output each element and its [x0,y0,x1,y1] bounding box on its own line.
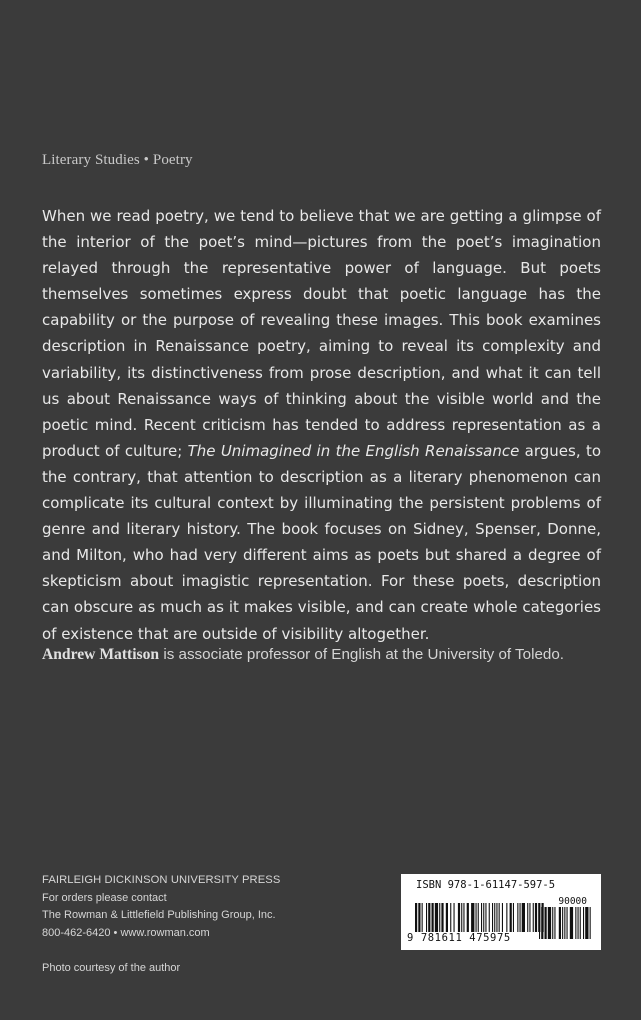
author-bio-text: is associate professor of English at the University of Toledo. [159,646,565,663]
barcode-bar [575,907,576,939]
barcode-bar [564,907,565,939]
barcode-bar [517,903,518,932]
barcode-bar [435,903,438,932]
barcode-bar [554,907,555,939]
barcode-bar [485,903,486,932]
barcode-bar [458,903,460,932]
barcode-bar [478,903,479,932]
barcode-bar [559,907,561,939]
barcode-bar [446,903,448,932]
barcode-bar [539,907,540,939]
barcode-bar [481,903,482,932]
barcode-bar [496,903,497,932]
barcode-bar [450,903,451,932]
barcode-bar [463,903,464,932]
publisher-name: FAIRLEIGH DICKINSON UNIVERSITY PRESS [42,874,281,886]
barcode-bar [467,903,469,932]
barcode-bar [439,903,440,932]
barcode-bar [513,903,514,932]
photo-credit: Photo courtesy of the author [42,962,181,974]
barcode-bar [562,907,563,939]
barcode-bar [535,903,537,932]
book-description [42,203,601,647]
barcode-bar [520,903,521,932]
barcode-bar [489,903,490,932]
barcode-bar [541,907,543,939]
barcode-bar [422,903,423,932]
barcode-bar [471,903,474,932]
barcode-bar [492,903,493,932]
description-part-1: When we read poetry, we tend to believe that we are getting a glimpse of the interior of the poet’s mind—pictures from the poet’s imagination relayed through the representative power of language. But poets themselves sometimes express doubt that poetic language has the capability or the purpose of revealing these images. This book examines description in Renaissance poetry, aiming to reveal its complexity and variability, its distinctiveness from prose description, and what it can tell us about Renaissance ways of thinking about the visible world and the poetic mind. Recent criticism has tended to address representation as a product of culture; [42,207,601,460]
description-part-2: argues, to the contrary, that attention to description as a literary phenomenon can complicate its cultural context by illuminating the persistent problems of genre and literary history. The book focuses on Sidney, Spenser, Donne, and Milton, who had very different aims as poets but shared a degree of skepticism about imagistic representation. For these poets, description can obscure as much as it makes visible, and can create whole categories of existence that are outside of visibility altogether. [42,441,602,643]
barcode-bar [483,903,484,932]
barcode-bar [428,903,430,932]
barcode-bar [494,903,495,932]
publisher-info [42,872,280,942]
barcode-bar [454,903,455,932]
barcode-bar [548,907,551,939]
book-title: The Unimagined in the English Renaissance [187,441,520,460]
distributor-name: The Rowman & Littlefield Publishing Group, Inc. [42,909,276,921]
publisher-contact: 800-462-6420 • www.rowman.com [42,926,210,939]
barcode-bar [533,903,534,932]
barcode-bar [461,903,462,932]
barcode-bar [570,907,573,939]
barcode-bar [567,907,568,939]
price-code: 90000 [558,896,587,907]
barcode-bar [426,903,427,932]
barcode-bar [529,903,530,932]
barcode-bar [499,903,500,932]
barcode-bar [522,903,525,932]
isbn-label: ISBN 978-1-61147-597-5 [416,879,556,891]
barcode-bar [527,903,528,932]
barcode-bar [583,907,584,939]
barcode-bar [441,903,443,932]
barcode-bar [415,903,417,932]
author-bio [42,646,622,664]
barcode-bar [578,907,579,939]
barcode-bar [476,903,477,932]
barcode-bar [545,907,547,939]
barcode-bar [580,907,581,939]
barcode-bar [506,903,507,932]
barcode-bar [590,907,591,939]
barcode-bar [552,907,553,939]
category-label: Literary Studies • Poetry [42,152,193,168]
barcode-bar [418,903,420,932]
ean-digits: 9 781611 475975 [407,932,511,944]
isbn-barcode [401,874,601,950]
barcode-bar [510,903,512,932]
barcode-bar [585,907,588,939]
orders-line: For orders please contact [42,891,167,904]
barcode-bar [502,903,503,932]
barcode-bar [432,903,434,932]
author-name: Andrew Mattison [42,646,160,663]
